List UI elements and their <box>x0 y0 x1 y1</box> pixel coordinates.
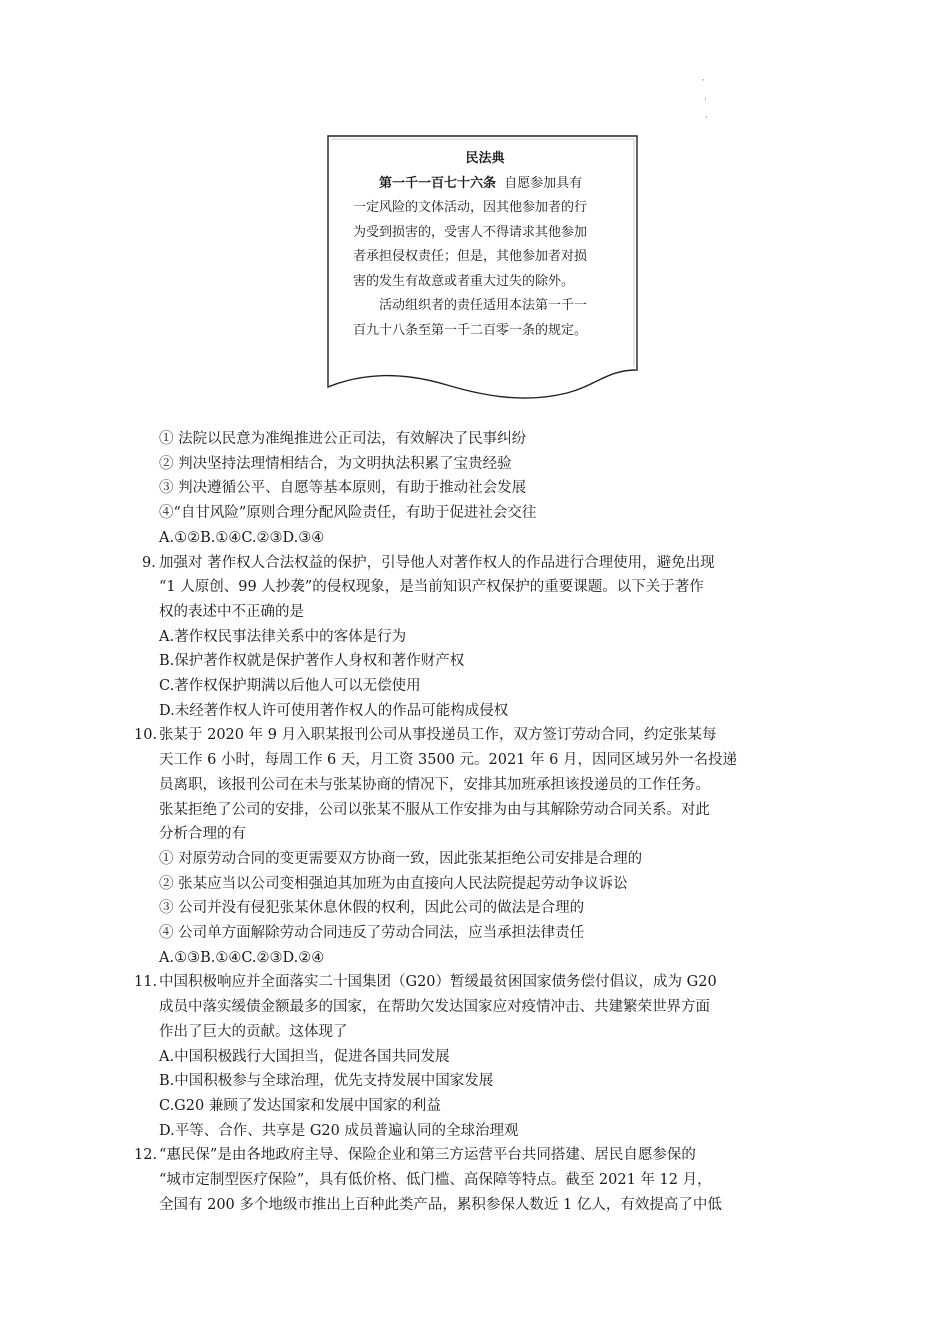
law-line: 第一千一百七十六条 自愿参加具有 <box>379 175 583 191</box>
option-line: ④“自甘风险”原则合理分配风险责任，有助于促进社会交往 <box>159 505 537 522</box>
article-heading: 第一千一百七十六条 <box>379 175 497 191</box>
stem-line: 天工作 6 小时，每周工作 6 天，月工资 3500 元。2021 年 6 月，因同区域另外一名投递 <box>159 752 737 769</box>
stem-line: 张某拒绝了公司的安排，公司以张某不服从工作安排为由与其解除劳动合同关系。对此 <box>159 801 710 818</box>
question-number: 11. <box>134 974 158 991</box>
law-line: 活动组织者的责任适用本法第一千一 <box>379 298 588 313</box>
choice-c: C.G20 兼顾了发达国家和发展中国家的利益 <box>159 1097 441 1114</box>
question-number: 12. <box>134 1147 158 1164</box>
stem-line: 成员中落实缓债金额最多的国家，在帮助欠发达国家应对疫情冲击、共建繁荣世界方面 <box>159 999 710 1016</box>
choice-b: B.保护著作权就是保护著作人身权和著作财产权 <box>159 653 465 670</box>
scan-dot: · <box>705 113 708 123</box>
scan-dot: · <box>702 76 705 86</box>
stem-line: 权的表述中不正确的是 <box>159 603 304 620</box>
question-content <box>134 427 819 1218</box>
option-line: ① 对原劳动合同的变更需要双方协商一致，因此张某拒绝公司安排是合理的 <box>159 850 643 867</box>
choice-b: B.中国积极参与全球治理，优先支持发展中国家发展 <box>159 1073 494 1090</box>
question-9 <box>142 551 819 724</box>
law-line: 害的发生有故意或者重大过失的除外。 <box>353 273 575 289</box>
option-line: ④ 公司单方面解除劳动合同违反了劳动合同法，应当承担法律责任 <box>159 925 585 942</box>
question-8 <box>159 427 819 551</box>
stem-line: 员离职，该报刊公司在未与张某协商的情况下，安排其加班承担该投递员的工作任务。 <box>159 776 710 793</box>
stem-line: “惠民保”是由各地政府主导、保险企业和第三方运营平台共同搭建、居民自愿参保的 <box>159 1147 696 1164</box>
option-line: ② 张某应当以公司变相强迫其加班为由直接向人民法院提起劳动争议诉讼 <box>159 875 628 892</box>
option-line: ① 法院以民意为准绳推进公正司法，有效解决了民事纠纷 <box>159 431 527 447</box>
question-number: 9. <box>142 554 156 571</box>
answer-choices: A.①③B.①④C.②③D.②④ <box>159 949 325 966</box>
law-line: 一定风险的文体活动，因其他参加者的行 <box>353 200 588 215</box>
choice-a: A.著作权民事法律关系中的客体是行为 <box>159 628 407 645</box>
answer-choices: A.①②B.①④C.②③D.③④ <box>159 529 325 546</box>
scan-dot: · <box>704 95 707 105</box>
law-line: 者承担侵权责任；但是，其他参加者对损 <box>353 249 588 264</box>
question-10 <box>134 723 819 970</box>
option-line: ② 判决坚持法理情相结合，为文明执法积累了宝贵经验 <box>159 455 512 472</box>
option-line: ③ 判决遵循公平、自愿等基本原则，有助于推动社会发展 <box>159 480 527 497</box>
choice-c: C.著作权保护期满以后他人可以无偿使用 <box>159 678 421 695</box>
question-11 <box>134 970 819 1143</box>
stem-line: “1 人原创、99 人抄袭”的侵权现象，是当前知识产权保护的重要课题。以下关于著作 <box>159 579 704 596</box>
option-line: ③ 公司并没有侵犯张某休息休假的权利，因此公司的做法是合理的 <box>159 900 585 917</box>
choice-d: D.平等、合作、共享是 G20 成员普遍认同的全球治理观 <box>159 1122 519 1139</box>
law-line: 为受到损害的，受害人不得请求其他参加 <box>353 224 588 240</box>
law-line: 百九十八条至第一千二百零一条的规定。 <box>353 322 588 338</box>
stem-line: 分析合理的有 <box>159 826 246 843</box>
choice-a: A.中国积极践行大国担当，促进各国共同发展 <box>159 1048 450 1065</box>
stem-line: “城市定制型医疗保险”，具有低价格、低门槛、高保障等特点。截至 2021 年 12 月， <box>159 1172 712 1189</box>
stem-line: 张某于 2020 年 9 月入职某报刊公司从事投递员工作，双方签订劳动合同，约定张某每 <box>159 727 717 744</box>
stem-line: 加强对 著作权人合法权益的保护，引导他人对著作权人的作品进行合理使用，避免出现 <box>159 554 715 571</box>
stem-line: 中国积极响应并全面落实二十国集团（G20）暂缓最贫困国家债务偿付倡议，成为 G20 <box>159 974 717 991</box>
law-title: 民法典 <box>465 151 505 166</box>
choice-d: D.未经著作权人许可使用著作权人的作品可能构成侵权 <box>159 702 509 719</box>
stem-line: 作出了巨大的贡献。这体现了 <box>159 1023 348 1040</box>
question-number: 10. <box>134 727 158 744</box>
stem-line: 全国有 200 多个地级市推出上百种此类产品，累积参保人数近 1 亿人，有效提高了中低 <box>159 1196 722 1213</box>
law-excerpt-box <box>327 135 639 403</box>
question-12 <box>134 1143 819 1217</box>
